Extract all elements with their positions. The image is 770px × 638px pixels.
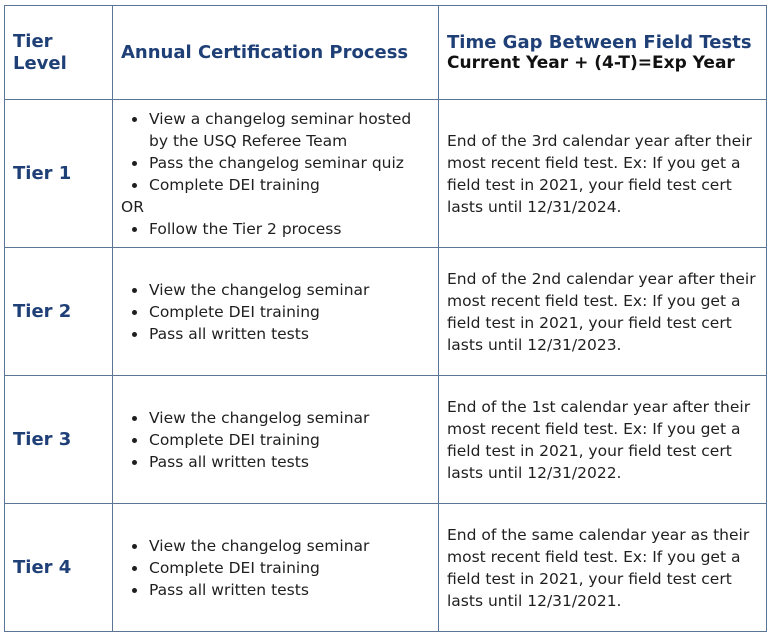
list-item: • Pass all written tests bbox=[148, 451, 430, 473]
tier-label: Tier 1 bbox=[13, 162, 72, 184]
gap-text: End of the same calendar year as their most recent field test. Ex: If you get a field test in 2021, your field test cert lasts until 12/31/2021. bbox=[447, 525, 750, 610]
list-item: • Follow the Tier 2 process bbox=[148, 218, 430, 240]
tier-label: Tier 3 bbox=[13, 428, 72, 450]
tier-cell bbox=[5, 504, 113, 632]
process-steps-list bbox=[121, 279, 430, 345]
gap-text: End of the 2nd calendar year after their most recent field test. Ex: If you get a field test in 2021, your field test cert lasts until 12/31/2023. bbox=[447, 269, 756, 354]
process-steps-list-alt bbox=[121, 218, 430, 240]
tier-cell bbox=[5, 100, 113, 248]
process-cell bbox=[113, 504, 439, 632]
list-item: • View the changelog seminar bbox=[148, 407, 430, 429]
list-item: • Complete DEI training bbox=[148, 301, 430, 323]
header-tier-level-label: Tier Level bbox=[13, 30, 67, 74]
list-item: • Pass all written tests bbox=[148, 323, 430, 345]
list-item: • Complete DEI training bbox=[148, 174, 430, 196]
process-cell bbox=[113, 100, 439, 248]
list-item: • Complete DEI training bbox=[148, 429, 430, 451]
list-item: • View a changelog seminar hosted by the USQ Referee Team bbox=[148, 108, 430, 152]
gap-text: End of the 1st calendar year after their most recent field test. Ex: If you get a field test in 2021, your field test cert lasts until 12/31/2022. bbox=[447, 397, 751, 482]
list-item: • View the changelog seminar bbox=[148, 535, 430, 557]
tier-cell bbox=[5, 376, 113, 504]
gap-cell bbox=[439, 248, 767, 376]
or-separator: OR bbox=[121, 197, 144, 216]
table-row-tier-3 bbox=[5, 376, 767, 504]
header-process-label: Annual Certification Process bbox=[121, 41, 409, 63]
header-gap bbox=[439, 6, 767, 100]
gap-text: End of the 3rd calendar year after their most recent field test. Ex: If you get a field test in 2021, your field test cert lasts until 12/31/2024. bbox=[447, 131, 752, 216]
list-item: • View the changelog seminar bbox=[148, 279, 430, 301]
process-cell bbox=[113, 248, 439, 376]
header-gap-formula: Current Year + (4-T)=Exp Year bbox=[447, 53, 735, 73]
tier-label: Tier 2 bbox=[13, 300, 72, 322]
header-tier-level bbox=[5, 6, 113, 100]
table-row-tier-1 bbox=[5, 100, 767, 248]
gap-cell bbox=[439, 504, 767, 632]
table-row-tier-4 bbox=[5, 504, 767, 632]
process-steps-list bbox=[121, 535, 430, 601]
gap-cell bbox=[439, 376, 767, 504]
list-item: • Pass all written tests bbox=[148, 579, 430, 601]
tier-label: Tier 4 bbox=[13, 556, 72, 578]
header-gap-title: Time Gap Between Field Tests bbox=[447, 32, 752, 53]
header-row bbox=[5, 6, 767, 100]
tier-cell bbox=[5, 248, 113, 376]
process-cell bbox=[113, 376, 439, 504]
header-process bbox=[113, 6, 439, 100]
list-item: • Pass the changelog seminar quiz bbox=[148, 152, 430, 174]
certification-table bbox=[4, 5, 767, 632]
process-steps-list bbox=[121, 108, 430, 196]
process-steps-list bbox=[121, 407, 430, 473]
table-row-tier-2 bbox=[5, 248, 767, 376]
gap-cell bbox=[439, 100, 767, 248]
list-item: • Complete DEI training bbox=[148, 557, 430, 579]
